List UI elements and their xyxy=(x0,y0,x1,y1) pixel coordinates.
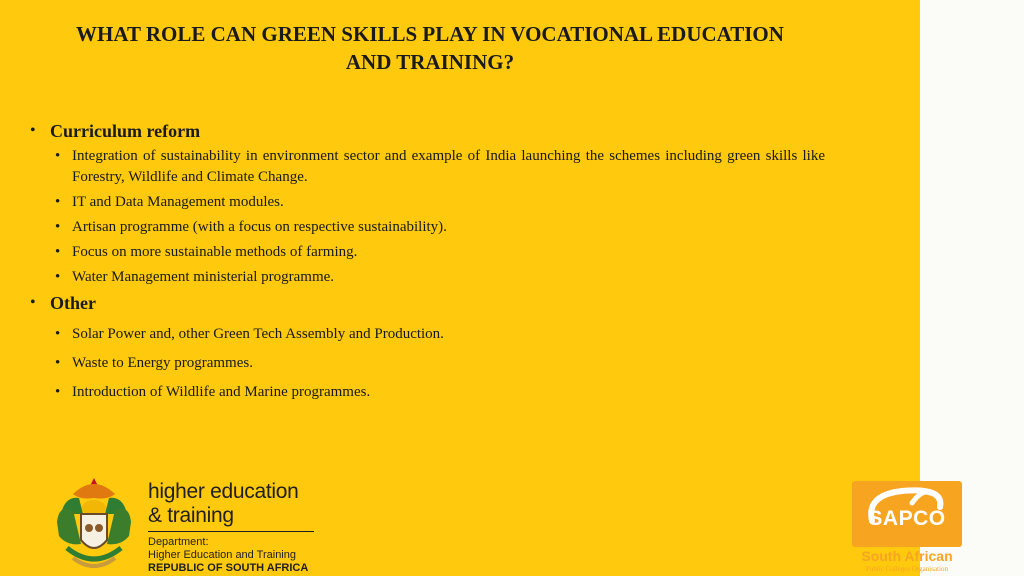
dept-name: Higher Education and Training xyxy=(148,549,296,561)
bullet-icon: • xyxy=(55,355,61,371)
bullet-icon: • xyxy=(55,326,61,342)
section-heading-other: • Other xyxy=(30,293,96,313)
sapco-subtitle: Public Colleges Organisation xyxy=(866,565,948,573)
list-item: • Waste to Energy programmes. xyxy=(30,353,825,374)
sapco-name: South African xyxy=(861,548,953,564)
bullet-icon: • xyxy=(55,244,61,260)
list-item: • Introduction of Wildlife and Marine programmes. xyxy=(30,382,825,403)
bullet-icon: • xyxy=(55,269,61,285)
dept-label: Department: xyxy=(148,536,209,548)
bullet-content xyxy=(30,120,825,407)
bullet-icon: • xyxy=(55,148,61,164)
list-item: • Focus on more sustainable methods of farming. xyxy=(30,242,825,263)
country-name: REPUBLIC OF SOUTH AFRICA xyxy=(148,562,309,574)
bullet-icon: • xyxy=(30,294,36,311)
sapco-acronym: SAPCO xyxy=(868,507,946,530)
list-item: • Integration of sustainability in environment sector and example of India launching the schemes including green skills like Forestry, Wildlife and Climate Change. xyxy=(55,148,825,185)
list-item: • IT and Data Management modules. xyxy=(30,192,825,213)
list-item: • Artisan programme (with a focus on respective sustainability). xyxy=(30,217,825,238)
title-line-1: WHAT ROLE CAN GREEN SKILLS PLAY IN VOCATIONAL EDUCATION xyxy=(76,22,784,46)
section-heading-curriculum-reform: • Curriculum reform xyxy=(30,121,201,141)
logo-text: higher education xyxy=(148,480,299,503)
title-line-2: AND TRAINING? xyxy=(345,50,515,74)
dhet-logo xyxy=(148,480,314,575)
bullet-icon: • xyxy=(30,122,36,139)
bullet-icon: • xyxy=(55,219,61,235)
sapco-logo-box xyxy=(852,481,962,547)
list-item: • Solar Power and, other Green Tech Assembly and Production. xyxy=(30,324,825,345)
bullet-icon: • xyxy=(55,384,61,400)
bullet-icon: • xyxy=(55,194,61,210)
logo-text: & training xyxy=(148,504,234,527)
list-item: • Water Management ministerial programme. xyxy=(30,267,825,288)
slide-title xyxy=(30,20,830,76)
coat-of-arms-icon xyxy=(53,474,135,574)
logo-divider xyxy=(148,531,314,532)
sapco-logo xyxy=(852,481,962,576)
